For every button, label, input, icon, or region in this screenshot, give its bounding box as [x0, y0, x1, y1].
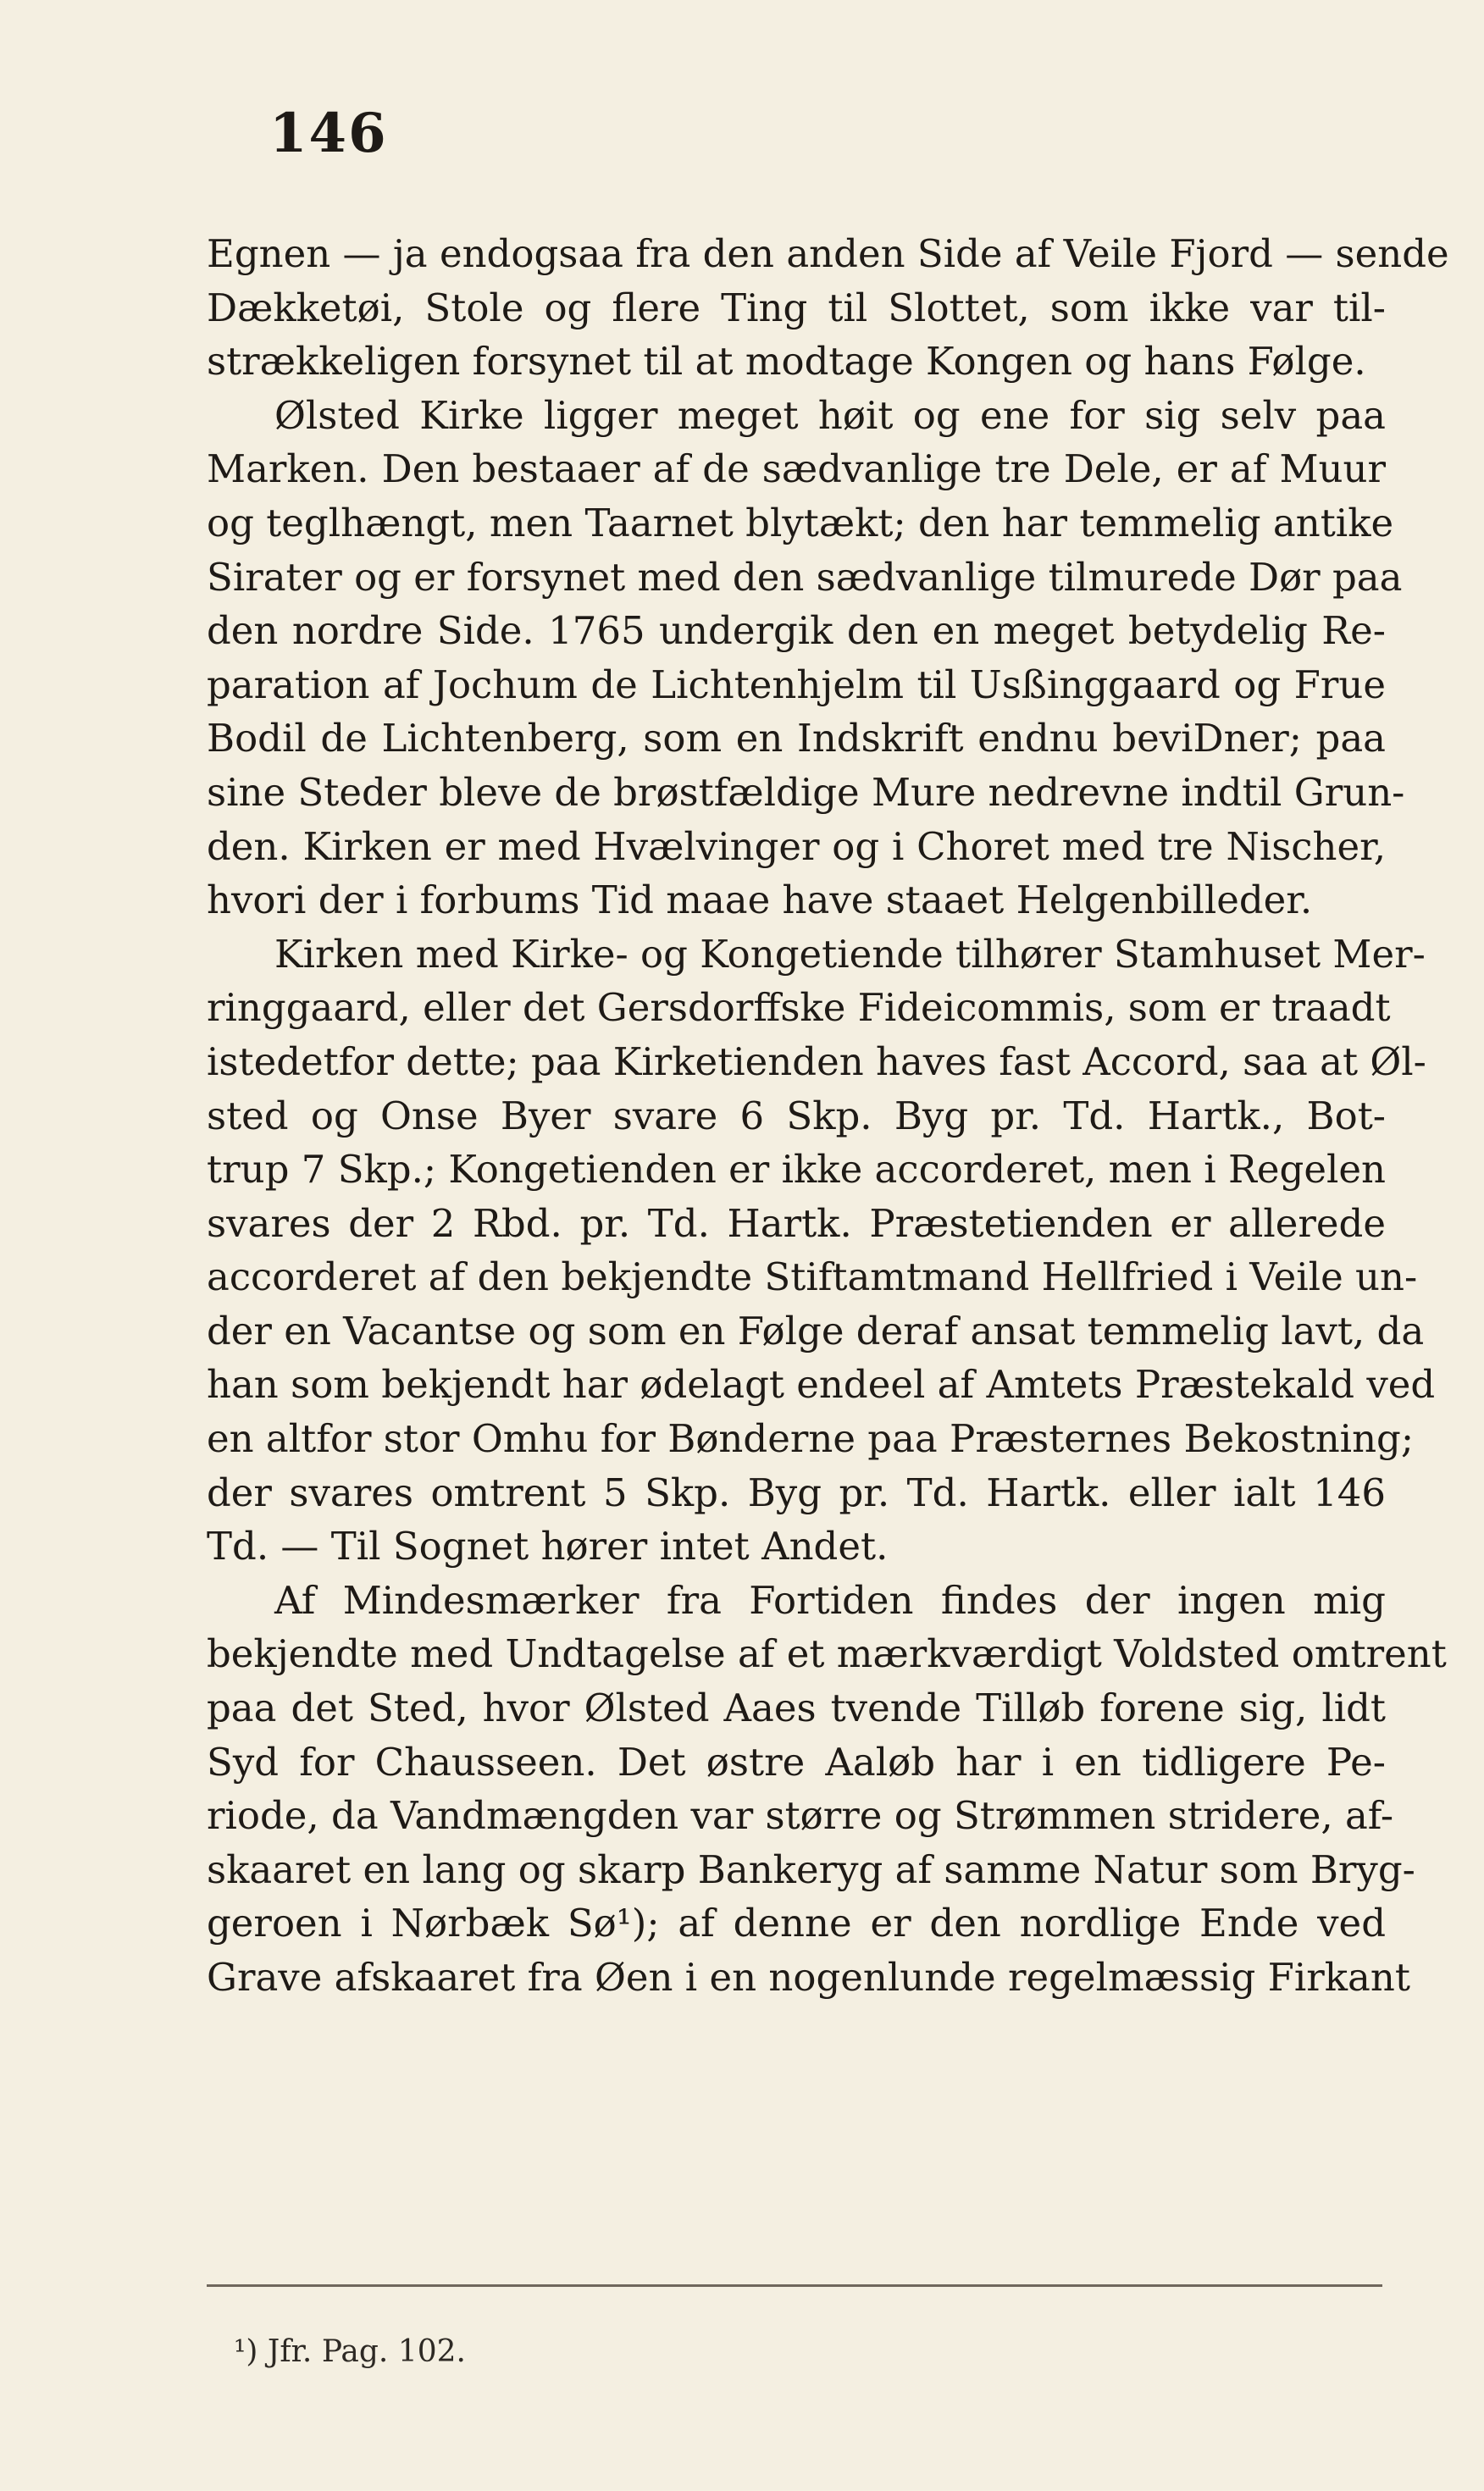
text-line: Af Mindesmærker fra Fortiden findes der ingen mig: [274, 1577, 1386, 1623]
text-line: Sirater og er forsynet med den sædvanlige tilmurede Dør paa: [207, 554, 1403, 600]
text-line: Dækketøi, Stole og flere Ting til Slottet, som ikke var til-: [207, 285, 1386, 330]
footnote-rule: [207, 2284, 1382, 2287]
text-line: der en Vacantse og som en Følge deraf ansat temmelig lavt, da: [207, 1308, 1425, 1353]
text-line: sine Steder bleve de brøstfældige Mure nedrevne indtil Grun-: [207, 769, 1405, 815]
text-line: sted og Onse Byer svare 6 Skp. Byg pr. Td. Hartk., Bot-: [207, 1093, 1386, 1138]
text-line: der svares omtrent 5 Skp. Byg pr. Td. Hartk. eller ialt 146: [207, 1470, 1386, 1515]
text-line: Bodil de Lichtenberg, som en Indskrift endnu beviDner; paa: [207, 716, 1386, 761]
text-line: hvori der i forbums Tid maae have staaet Helgenbilleder.: [207, 877, 1313, 923]
text-line: svares der 2 Rbd. pr. Td. Hartk. Præstetienden er allerede: [207, 1200, 1386, 1246]
text-line: Grave afskaaret fra Øen i en nogenlunde regelmæssig Firkant: [207, 1955, 1410, 2000]
text-line: trup 7 Skp.; Kongetienden er ikke accorderet, men i Regelen: [207, 1147, 1386, 1193]
text-line: Marken. Den bestaaer af de sædvanlige tre Dele, er af Muur: [207, 446, 1386, 492]
text-line: den. Kirken er med Hvælvinger og i Choret med tre Nischer,: [207, 823, 1386, 869]
text-line: strækkeligen forsynet til at modtage Kongen og hans Følge.: [207, 339, 1366, 385]
text-line: Td. — Til Sognet hører intet Andet.: [207, 1524, 889, 1569]
text-line: paration af Jochum de Lichtenhjelm til Usßinggaard og Frue: [207, 661, 1386, 707]
text-line: han som bekjendt har ødelagt endeel af Amtets Præstekald ved: [207, 1362, 1436, 1408]
text-line: Kirken med Kirke- og Kongetiende tilhører Stamhuset Mer-: [274, 931, 1426, 977]
text-line: en altfor stor Omhu for Bønderne paa Præsternes Bekostning;: [207, 1416, 1415, 1462]
text-line: den nordre Side. 1765 undergik den en meget betydelig Re-: [207, 608, 1386, 654]
text-line: istedetfor dette; paa Kirketienden haves fast Accord, saa at Øl-: [207, 1038, 1426, 1084]
body-text: [207, 227, 1449, 2005]
text-line: skaaret en lang og skarp Bankeryg af samme Natur som Bryg-: [207, 1846, 1415, 1892]
text-line: bekjendte med Undtagelse af et mærkværdigt Voldsted omtrent: [207, 1631, 1447, 1677]
text-line: Egnen — ja endogsaa fra den anden Side af Veile Fjord — sende: [207, 231, 1449, 276]
text-line: geroen i Nørbæk Sø¹); af denne er den nordlige Ende ved: [207, 1901, 1386, 1946]
text-line: riode, da Vandmængden var større og Strømmen stridere, af-: [207, 1793, 1394, 1839]
text-line: Syd for Chausseen. Det østre Aaløb har i en tidligere Pe-: [207, 1739, 1386, 1785]
text-line: accorderet af den bekjendte Stiftamtmand Hellfried i Veile un-: [207, 1254, 1418, 1300]
text-line: Ølsted Kirke ligger meget høit og ene for sig selv paa: [274, 392, 1386, 438]
page-number: 146: [269, 102, 388, 165]
footnote: ¹) Jfr. Pag. 102.: [234, 2334, 466, 2369]
text-line: og teglhængt, men Taarnet blytækt; den har temmelig antike: [207, 500, 1394, 545]
text-line: ringgaard, eller det Gersdorffske Fideicommis, som er traadt: [207, 985, 1391, 1031]
text-line: paa det Sted, hvor Ølsted Aaes tvende Tilløb forene sig, lidt: [207, 1686, 1386, 1731]
